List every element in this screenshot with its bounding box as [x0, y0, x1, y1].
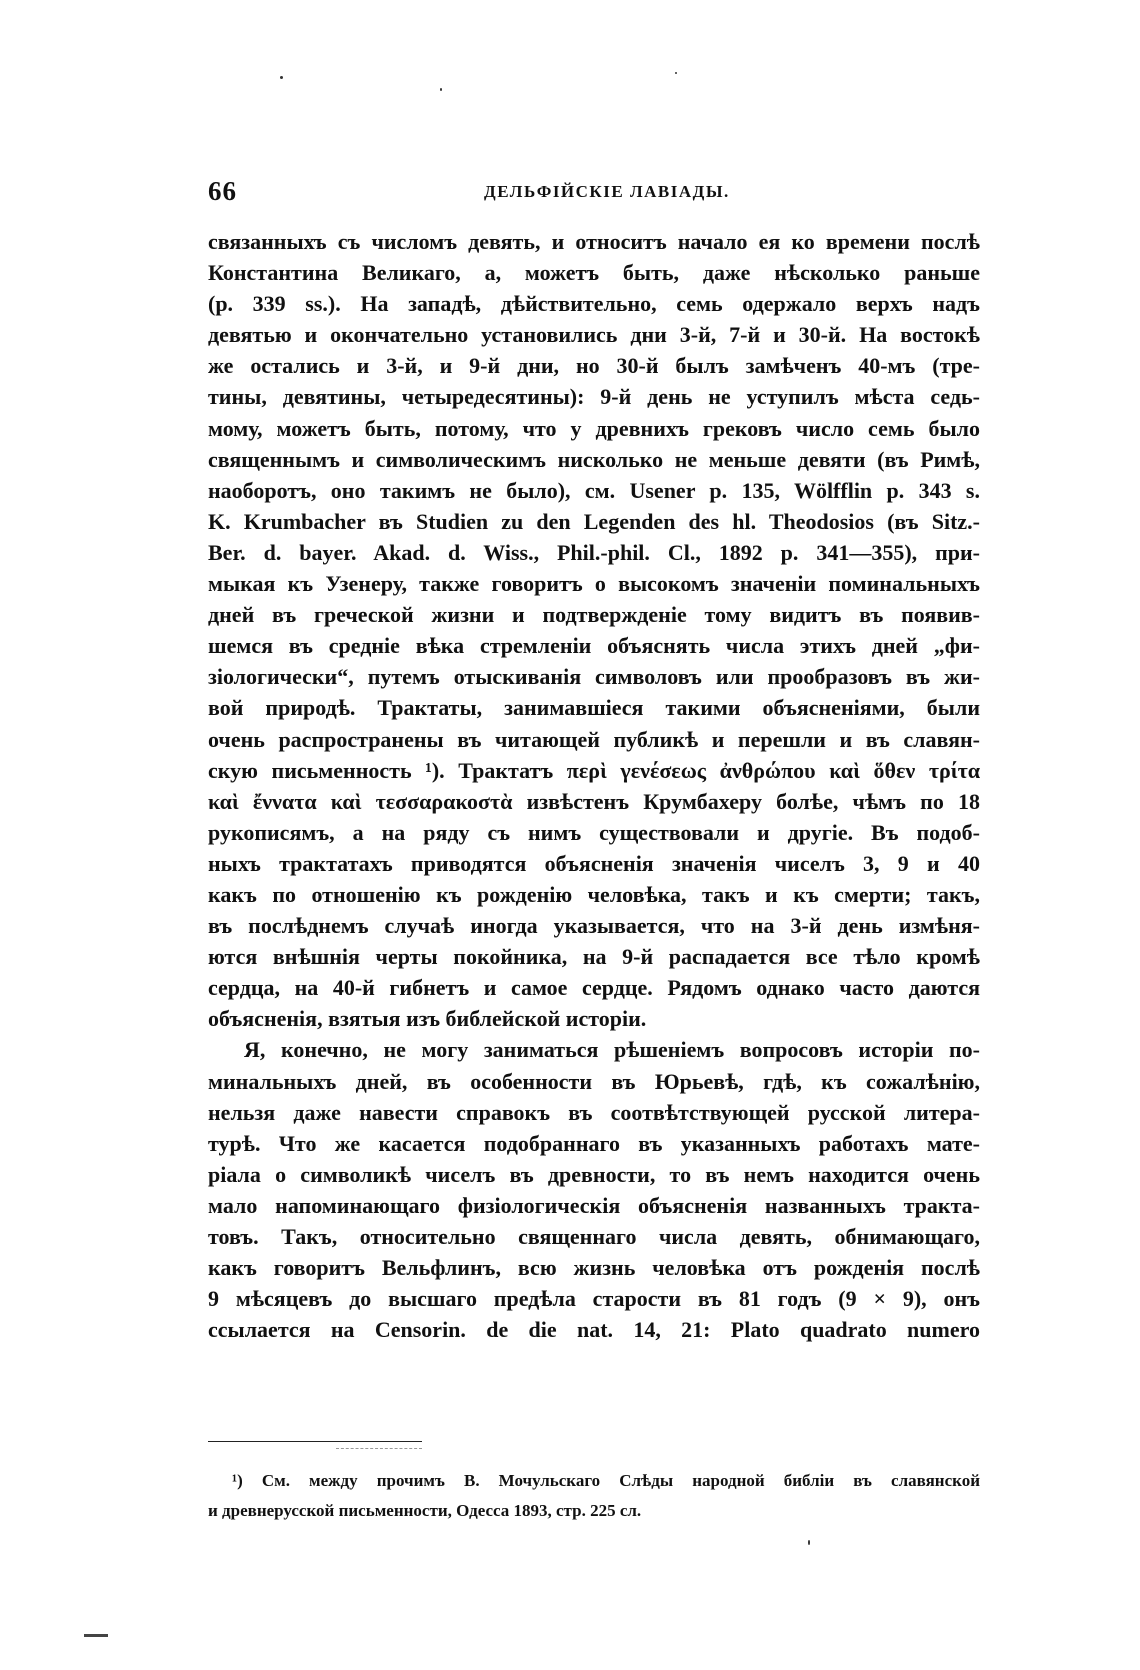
text-line: мыкая къ Узенеру, также говоритъ о высокомъ значеніи поминальныхъ: [208, 571, 980, 597]
text-line: дней въ греческой жизни и подтвержденіе тому видитъ въ появив-: [208, 602, 980, 628]
text-line: рукописямъ, а на ряду съ нимъ существовали и другіе. Въ подоб-: [208, 819, 980, 845]
text-line: въ послѣднемъ случаѣ иногда указывается, что на 3-й день измѣня-: [208, 913, 980, 939]
text-line: товъ. Такъ, относительно священнаго числа девять, обнимающаго,: [208, 1224, 980, 1249]
footnote-line: и древнерусской письменности, Одесса 1893, стр. 225 сл.: [208, 1501, 642, 1520]
text-line: ются внѣшнія черты покойника, на 9-й распадается все тѣло кромѣ: [208, 944, 980, 970]
text-line: минальныхъ дней, въ особенности въ Юрьевѣ, гдѣ, къ сожалѣнію,: [208, 1068, 980, 1094]
text-line: ссылается на Censorin. de die nat. 14, 21: Plato quadrato numero: [208, 1317, 980, 1343]
page-header: [208, 176, 980, 210]
text-line: K. Krumbacher въ Studien zu den Legenden des hl. Theodosios (въ Sitz.-: [208, 508, 980, 534]
footnote-separator-dashes: [336, 1448, 422, 1449]
text-line: зіологически“, путемъ отыскиванія символовъ или прообразовъ въ жи-: [208, 664, 980, 690]
footnotes: [208, 1466, 980, 1526]
text-line: (р. 339 ss.). На западѣ, дѣйствительно, семь одержало верхъ надъ: [208, 291, 980, 317]
text-line: скую письменность ¹). Трактатъ περὶ γενέσεως ἀνθρώπου καὶ ὅθεν τρίτα: [208, 757, 980, 783]
text-line: ныхъ трактатахъ приводятся объясненія значенія чиселъ 3, 9 и 40: [208, 850, 980, 876]
text-line: Ber. d. bayer. Akad. d. Wiss., Phil.-phil. Cl., 1892 p. 341—355), при-: [208, 539, 980, 565]
text-line: шемся въ средніе вѣка стремленіи объяснять числа этихъ дней „фи-: [208, 633, 980, 659]
text-line: же остались и 3-й, и 9-й дни, но 30-й былъ замѣченъ 40-мъ (тре-: [208, 353, 980, 379]
text-line: какъ по отношенію къ рожденію человѣка, такъ и къ смерти; такъ,: [208, 881, 980, 907]
text-line: очень распространены въ читающей публикѣ и перешли и въ славян-: [208, 726, 980, 752]
text-line: нельзя даже навести справокъ въ соотвѣтствующей русской литера-: [208, 1099, 980, 1125]
text-line: καὶ ἔννατα καὶ τεσσαρακοστὰ извѣстенъ Крумбахеру болѣе, чѣмъ по 18: [208, 788, 980, 814]
print-speck: [280, 76, 283, 79]
text-line: тины, девятины, четыредесятины): 9-й день не уступилъ мѣста седь-: [208, 384, 980, 410]
footnote-line: ¹) См. между прочимъ В. Мочульскаго Слѣды народной библіи въ славянской: [232, 1471, 980, 1490]
print-speck: [675, 72, 677, 74]
text-line: объясненія, взятыя изъ библейской исторіи.: [208, 1006, 647, 1032]
text-line: священнымъ и символическимъ нисколько не меньше девяти (въ Римѣ,: [208, 446, 980, 472]
page-number: 66: [208, 176, 237, 206]
text-line: Константина Великаго, а, можетъ быть, даже нѣсколько раньше: [208, 260, 980, 286]
running-title: ДЕЛЬФІЙСКІЕ ЛАВІАДЫ.: [484, 182, 730, 201]
text-line: турѣ. Что же касается подобраннаго въ указанныхъ работахъ мате-: [208, 1130, 980, 1156]
body-text: [208, 226, 980, 1345]
text-line: Я, конечно, не могу заниматься рѣшеніемъ вопросовъ исторіи по-: [244, 1037, 980, 1063]
text-line: мому, можетъ быть, потому, что у древнихъ грековъ число семь было: [208, 415, 980, 441]
text-line: ріала о символикѣ чиселъ въ древности, то въ немъ находится очень: [208, 1161, 980, 1187]
text-line: наоборотъ, оно такимъ не было), см. Usener p. 135, Wölfflin p. 343 s.: [208, 477, 980, 503]
text-line: сердца, на 40-й гибнетъ и самое сердце. Рядомъ однако часто даются: [208, 975, 980, 1001]
footnote-separator: [208, 1441, 422, 1442]
text-line: мало напоминающаго физіологическія объясненія названныхъ тракта-: [208, 1192, 980, 1218]
print-speck: [440, 88, 442, 91]
text-line: 9 мѣсяцевъ до высшаго предѣла старости въ 81 годъ (9 × 9), онъ: [208, 1286, 980, 1312]
text-line: девятью и окончательно установились дни 3-й, 7-й и 30-й. На востокѣ: [208, 322, 980, 348]
text-line: вой природѣ. Трактаты, занимавшіеся такими объясненіями, были: [208, 695, 980, 721]
margin-mark: [84, 1634, 108, 1637]
print-speck: [808, 1540, 810, 1545]
text-line: связанныхъ съ числомъ девять, и относитъ начало ея ко времени послѣ: [208, 229, 980, 254]
text-line: какъ говоритъ Вельфлинъ, всю жизнь человѣка отъ рожденія послѣ: [208, 1255, 980, 1281]
